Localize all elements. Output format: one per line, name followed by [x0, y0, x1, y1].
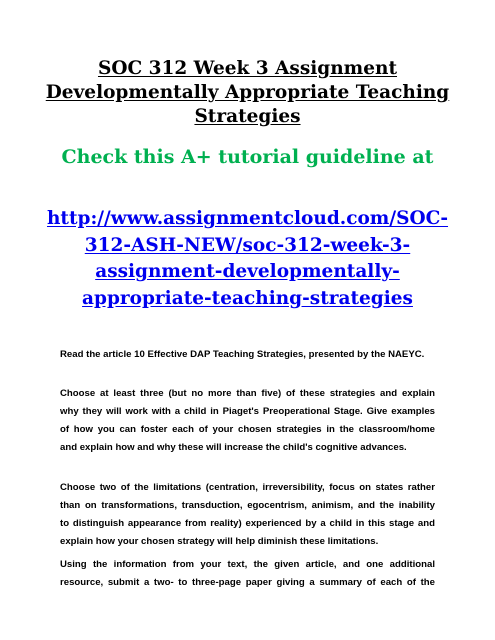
title-line: Developmentally Appropriate Teaching	[45, 82, 450, 103]
paragraph-choose-strategies	[60, 385, 435, 457]
tutorial-callout: Check this A+ tutorial guideline at	[61, 146, 434, 168]
paragraph-line: to distinguish appearance from reality) experienced by a child in this stage and	[60, 518, 435, 529]
paragraph-line: Using the information from your text, the given article, and one additional	[60, 559, 435, 570]
paragraph-line: and explain how and why these will increase the child's cognitive advances.	[60, 442, 407, 453]
paragraph-line: explain how your chosen strategy will help diminish these limitations.	[60, 536, 379, 547]
title-line: Strategies	[194, 106, 301, 127]
paragraph-read-article	[60, 346, 435, 364]
link-line[interactable]: appropriate-teaching-strategies	[82, 287, 413, 309]
paragraph-line: than on transformations, transduction, egocentrism, animism, and the inability	[60, 500, 435, 511]
paragraph-line: why they will work with a child in Piaget's Preoperational Stage. Give examples	[60, 406, 435, 417]
link-line[interactable]: 312-ASH-NEW/soc-312-week-3-	[84, 234, 411, 256]
paragraph-line: resource, submit a two- to three-page paper giving a summary of each of the	[60, 577, 435, 588]
paragraph-choose-limitations	[60, 479, 435, 551]
document-title	[40, 57, 455, 129]
paragraph-submit-paper	[60, 556, 435, 592]
tutorial-link[interactable]	[40, 206, 455, 312]
link-line[interactable]: http://www.assignmentcloud.com/SOC-	[46, 208, 449, 229]
paragraph-line: Read the article 10 Effective DAP Teaching Strategies, presented by the NAEYC.	[60, 349, 425, 360]
paragraph-line: of how you can foster each of your chosen strategies in the classroom/home	[60, 424, 435, 435]
paragraph-line: Choose two of the limitations (centration, irreversibility, focus on states rather	[60, 482, 435, 493]
title-line: SOC 312 Week 3 Assignment	[97, 58, 398, 79]
link-line[interactable]: assignment-developmentally-	[95, 261, 400, 282]
paragraph-line: Choose at least three (but no more than five) of these strategies and explain	[60, 388, 435, 399]
